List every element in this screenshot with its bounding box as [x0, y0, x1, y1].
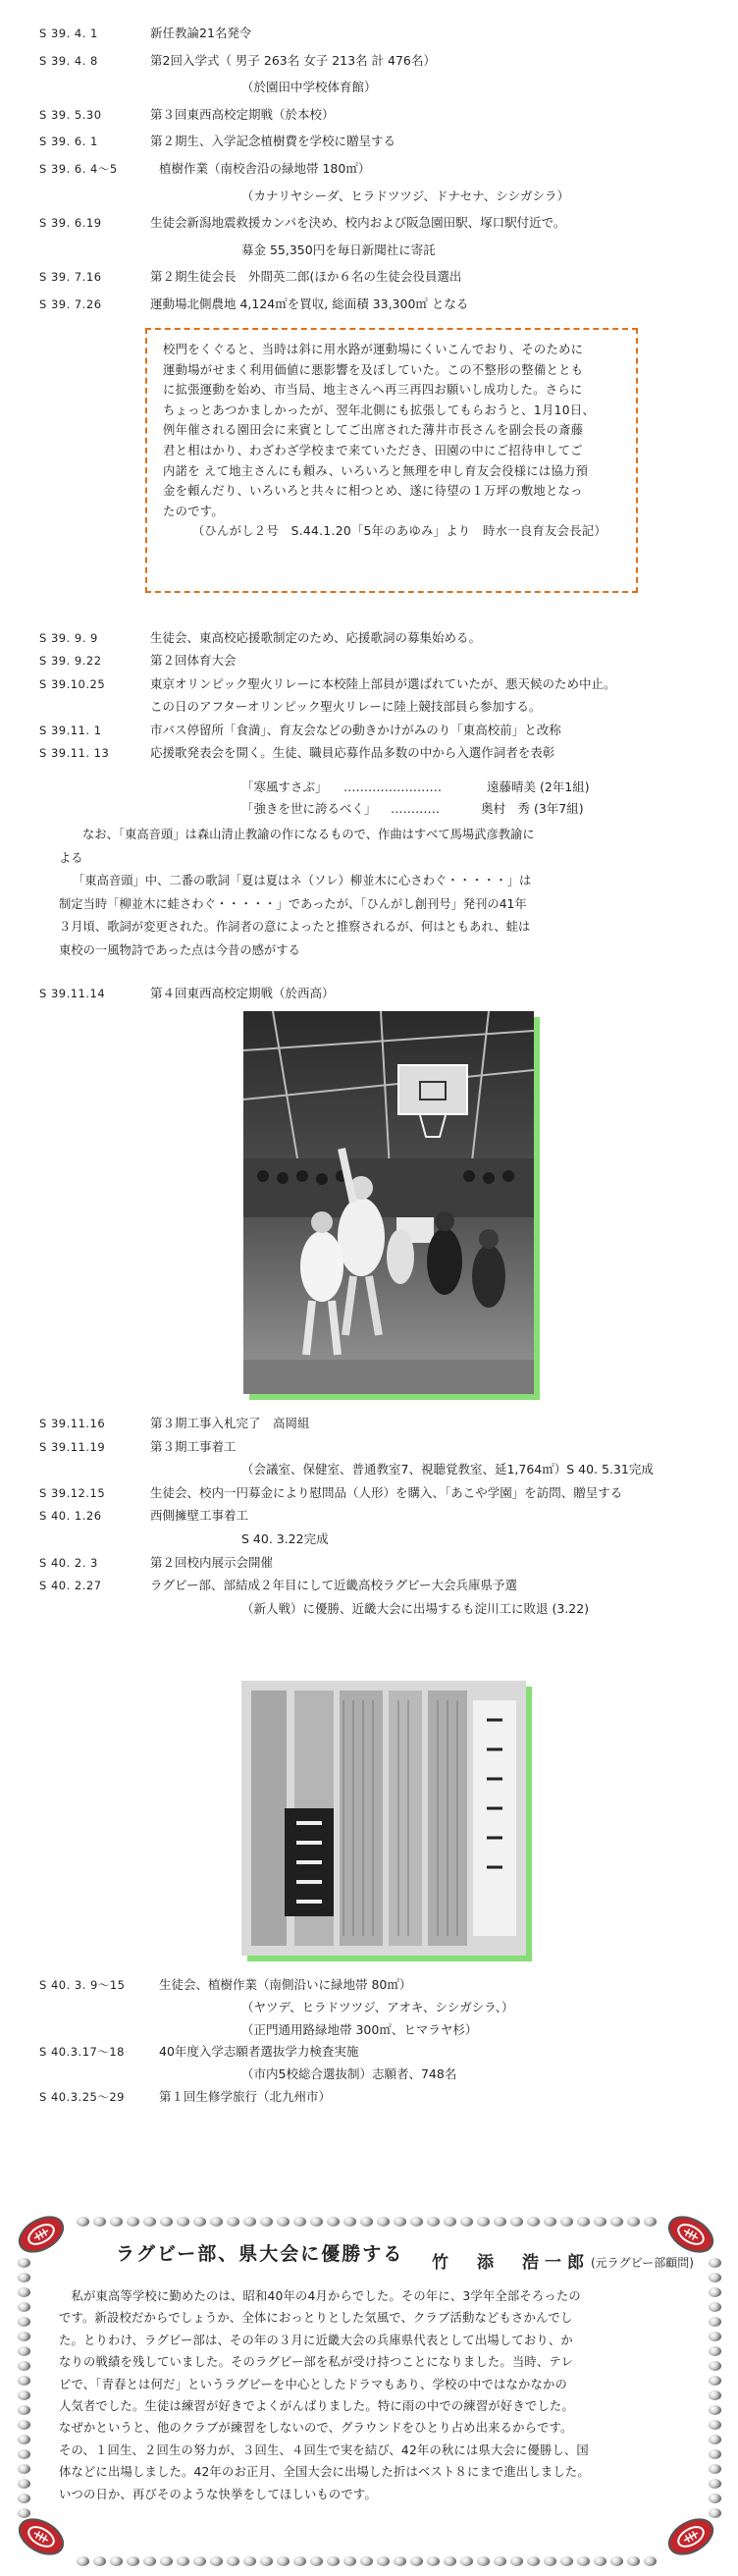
timeline-row	[39, 628, 726, 648]
bead-icon	[18, 2464, 30, 2474]
timeline-text: 第１回生修学旅行（北九州市）	[159, 2089, 332, 2104]
timeline-date: S 39. 6. 4〜5	[39, 162, 118, 176]
timeline-text: ラグビー部、部結成２年目にして近畿高校ラグビー大会兵庫県予選	[150, 1578, 518, 1593]
bead-icon	[560, 2556, 573, 2566]
bead-icon	[410, 2556, 423, 2566]
bead-icon	[494, 2556, 506, 2566]
bead-icon	[327, 2556, 340, 2566]
timeline-row	[39, 24, 726, 43]
bead-icon	[160, 2556, 173, 2566]
bead-icon	[260, 2217, 273, 2227]
bead-icon	[18, 2420, 30, 2430]
bead-icon	[577, 2217, 590, 2227]
timeline-row	[39, 1414, 726, 1433]
timeline-date: S 39.12.15	[39, 1485, 106, 1500]
bead-icon	[160, 2217, 173, 2227]
timeline-row	[39, 1437, 726, 1457]
bead-icon	[110, 2556, 123, 2566]
bead-icon	[709, 2317, 721, 2327]
bead-icon	[77, 2217, 89, 2227]
timeline-row	[39, 105, 726, 125]
timeline-text: 運動場北側農地 4,124㎡を買収, 総面積 33,300㎡ となる	[150, 296, 469, 311]
bead-icon	[143, 2556, 156, 2566]
bead-icon	[709, 2332, 721, 2341]
bead-icon	[77, 2556, 89, 2566]
bead-icon	[627, 2556, 640, 2566]
timeline-row	[39, 132, 726, 151]
timeline-row	[39, 1553, 726, 1573]
bead-icon	[627, 2217, 640, 2227]
song-dots: ……………………	[343, 779, 442, 794]
bead-icon	[293, 2556, 306, 2566]
timeline-date: S 40.3.17〜18	[39, 2045, 125, 2060]
timeline-date: S 40. 3. 9〜15	[39, 1978, 126, 1992]
bead-icon	[93, 2556, 106, 2566]
rugby-ball-icon	[663, 2213, 718, 2256]
bead-icon	[243, 2217, 256, 2227]
article-line: いつの日か、再びそのような快挙をしてほしいものです。	[59, 2487, 377, 2501]
bead-icon	[193, 2556, 206, 2566]
timeline-text: 第２回校内展示会開催	[150, 1554, 274, 1570]
bead-icon	[544, 2556, 556, 2566]
timeline-text: 生徒会、植樹作業（南側沿いに緑地帯 80㎡）	[159, 1977, 412, 1992]
song-title: 「強きを世に誇るべく」	[241, 801, 377, 816]
bead-icon	[210, 2217, 223, 2227]
timeline-text: 東京オリンピック聖火リレーに本校陸上部員が選ばれていたが、悪天候のため中止。	[150, 675, 616, 691]
bead-icon	[709, 2420, 721, 2430]
bead-icon	[527, 2217, 540, 2227]
bead-icon	[18, 2376, 30, 2386]
timeline-date: S 39. 4. 1	[39, 27, 98, 40]
bead-icon	[343, 2556, 356, 2566]
timeline-row	[39, 51, 726, 71]
timeline-row	[39, 2087, 726, 2107]
bead-icon	[644, 2217, 657, 2227]
song-note-line: 東校の一風物詩であった点は今昔の感がする	[59, 942, 300, 957]
timeline-date: S 39. 4. 8	[39, 53, 98, 68]
bead-icon	[293, 2217, 306, 2227]
timeline-date: S 40.3.25〜29	[39, 2090, 125, 2104]
timeline-text: 第３回東西高校定期戦（於本校）	[150, 106, 335, 122]
bead-icon	[93, 2217, 106, 2227]
bead-icon	[709, 2287, 721, 2297]
timeline-row	[39, 1975, 726, 1995]
basketball-game-photo	[243, 1011, 534, 1394]
reminiscence-line: 君と相はかり、わざわざ学校まで来ていただき、田園の中にご招待申してご	[163, 443, 583, 457]
timeline-row	[39, 2042, 726, 2062]
timeline-row	[39, 295, 726, 314]
timeline-row	[39, 674, 726, 694]
reminiscence-text	[163, 340, 620, 521]
bead-icon	[143, 2217, 156, 2227]
bead-icon	[377, 2556, 390, 2566]
article-line: なりの戦績を残していました。そのラグビー部を私が受け持つことになりました。当時、テレ	[59, 2355, 574, 2370]
timeline-continuation: （於園田中学校体育館）	[241, 80, 377, 95]
timeline-row	[39, 651, 726, 671]
bead-icon	[18, 2273, 30, 2282]
timeline-text: 40年度入学志願者選抜学力検査実施	[159, 2044, 359, 2060]
timeline-text: 植樹作業（南校舎沿の緑地帯 180㎡）	[159, 161, 371, 176]
bead-icon	[427, 2556, 440, 2566]
bead-icon	[343, 2217, 356, 2227]
timeline-date: S 39. 7.16	[39, 270, 102, 285]
bead-icon	[127, 2217, 139, 2227]
timeline-row	[39, 213, 726, 233]
bead-icon	[18, 2258, 30, 2268]
timeline-date: S 39. 7.26	[39, 297, 102, 311]
timeline-text: 生徒会、東高校応援歌制定のため、応援歌詞の募集始める。	[150, 630, 482, 645]
bead-icon	[410, 2217, 423, 2227]
article-line: です。新設校だからでしょうか、全体におっとりとした気風で、クラブ活動などもさかんでし	[59, 2311, 573, 2326]
bead-icon	[544, 2217, 556, 2227]
reminiscence-box	[145, 328, 638, 593]
bead-icon	[709, 2494, 721, 2503]
bead-icon	[127, 2556, 139, 2566]
timeline-continuation: （新人戦）に優勝、近畿大会に出場するも淀川工に敗退 (3.22)	[241, 1600, 590, 1616]
article-line: その、１回生、２回生の努力が、３回生、４回生で実を結び、42年の秋には県大会に優勝し、国	[59, 2442, 589, 2457]
timeline-continuation: （会議室、保健室、普通教室7、視聴覚教室、延1,764㎡）S 40. 5.31完成	[241, 1462, 654, 1477]
timeline-row	[39, 1576, 726, 1595]
bead-icon	[709, 2302, 721, 2312]
timeline-row	[39, 984, 726, 1003]
timeline-date: S 39.11. 13	[39, 746, 110, 760]
timeline-text: 第２回体育大会	[150, 653, 237, 669]
timeline-row	[39, 159, 726, 179]
timeline-date: S 40. 2.27	[39, 1579, 102, 1593]
bead-icon	[18, 2405, 30, 2415]
bead-icon	[18, 2449, 30, 2459]
bead-icon	[227, 2217, 239, 2227]
bead-icon	[477, 2217, 490, 2227]
timeline-text: 西側擁壁工事着工	[150, 1508, 249, 1524]
reminiscence-line: たのです。	[163, 504, 225, 518]
timeline-row	[39, 721, 726, 740]
timeline-text: 生徒会新潟地震救援カンパを決め、校内および阪急園田駅、塚口駅付近で。	[150, 215, 566, 231]
bead-icon	[709, 2405, 721, 2415]
timeline-text: 第３期工事着工	[150, 1438, 237, 1454]
reminiscence-line: 運動場がせまく利用価値に悪影響を及ぼしていた。この不整形の整備ととも	[163, 362, 584, 377]
bead-icon	[510, 2556, 523, 2566]
bead-icon	[18, 2317, 30, 2327]
timeline-date: S 39.11.16	[39, 1417, 106, 1430]
bead-icon	[460, 2217, 473, 2227]
timeline-date: S 39. 9.22	[39, 654, 102, 669]
timeline-continuation: （正門通用路緑地帯 300㎡、ヒマラヤ杉）	[241, 2021, 478, 2037]
bead-icon	[310, 2217, 323, 2227]
timeline-row	[39, 267, 726, 287]
bead-icon	[227, 2556, 239, 2566]
timeline-text: 新任教論21名発令	[150, 26, 252, 40]
song-note-line: よる	[59, 850, 83, 865]
reminiscence-line: 校門をくぐると、当時は斜に用水路が運動場にくいこんでおり、そのために	[163, 343, 584, 356]
bead-icon	[527, 2556, 540, 2566]
timeline-text: 第４回東西高校定期戦（於西高）	[150, 986, 335, 1000]
bead-icon	[644, 2556, 657, 2566]
newspaper-icon	[241, 1681, 526, 1956]
article-line: 体などに出場しました。42年のお正月、全国大会に出場した折はベスト８にまで進出しました。	[59, 2465, 590, 2480]
article-line: なぜかというと、他のクラブが練習をしないので、グラウンドをひとり占め出来るからです。	[59, 2421, 573, 2436]
bead-icon	[18, 2435, 30, 2444]
newspaper-clipping-photo	[241, 1681, 526, 1956]
bead-icon	[594, 2556, 606, 2566]
timeline-text: 第2回入学式（ 男子 263名 女子 213名 計 476名）	[150, 52, 436, 68]
bead-icon	[18, 2332, 30, 2341]
rugby-ball-icon	[14, 2515, 69, 2558]
article-line: 人気者でした。生徒は練習が好きでよくがんばりました。特に雨の中での練習が好きでした。	[59, 2399, 574, 2413]
bead-icon	[709, 2390, 721, 2400]
timeline-date: S 39.11. 1	[39, 723, 102, 737]
basketball-scene-icon	[243, 1011, 534, 1394]
bead-icon	[610, 2217, 623, 2227]
bead-icon	[243, 2556, 256, 2566]
bead-icon	[360, 2217, 373, 2227]
bead-icon	[310, 2556, 323, 2566]
timeline-text: 第３期工事入札完了 高岡組	[150, 1416, 310, 1430]
bead-icon	[177, 2556, 189, 2566]
article-title: ラグビー部、県大会に優勝する	[116, 2243, 404, 2265]
bead-icon	[494, 2217, 506, 2227]
bead-icon	[394, 2217, 406, 2227]
timeline-row	[39, 1506, 726, 1526]
bead-icon	[477, 2556, 490, 2566]
bead-icon	[18, 2302, 30, 2312]
reminiscence-line: 内諾を えて地主さんにも頼み、いろいろと無理を申し育友会役様には協力預	[163, 463, 589, 478]
bead-icon	[709, 2258, 721, 2268]
song-note-line: なお、「東高音頭」は森山清止教諭の作になるもので、作曲はすべて馬場武彦教諭に	[82, 828, 535, 841]
bead-icon	[394, 2556, 406, 2566]
bead-icon	[444, 2556, 456, 2566]
timeline-continuation: （カナリヤシーダ、ヒラドツツジ、ドナセナ、シシガシラ）	[241, 188, 569, 203]
timeline-continuation: 募金 55,350円を毎日新聞社に寄託	[241, 242, 436, 257]
bead-icon	[18, 2479, 30, 2489]
timeline-date: S 40. 2. 3	[39, 1555, 98, 1570]
bead-icon	[709, 2376, 721, 2386]
timeline-date: S 39. 6.19	[39, 216, 102, 231]
reminiscence-line: ちょっとあつかましかったが、翌年北側にも拡張してもらおうと、1月10日、	[163, 402, 596, 417]
bead-icon	[560, 2217, 573, 2227]
article-line: た。とりわけ、ラグビー部は、その年の３月に近畿大会の兵庫県代表として出場しており、か	[59, 2333, 573, 2347]
bead-icon	[327, 2217, 340, 2227]
song-dots: …………	[391, 801, 440, 816]
bead-icon	[18, 2494, 30, 2503]
bead-icon	[460, 2556, 473, 2566]
article-author-role: (元ラグビー部顧問)	[591, 2256, 694, 2270]
song-note-line: ３月頃、歌詞が変更された。作詞者の意によったと推察されるが、何はともあれ、蛙は	[59, 920, 531, 934]
bead-icon	[594, 2217, 606, 2227]
bead-icon	[18, 2390, 30, 2400]
reminiscence-line: 金を頼んだり、いろいろと共々に相つとめ、遂に待望の１万坪の敷地となっ	[163, 484, 583, 499]
bead-icon	[210, 2556, 223, 2566]
bead-icon	[427, 2217, 440, 2227]
bead-icon	[177, 2217, 189, 2227]
timeline-continuation: この日のアフターオリンピック聖火リレーに陸上競技部員ら参加する。	[150, 699, 542, 715]
timeline-date: S 40. 1.26	[39, 1509, 102, 1524]
timeline-text: 応援歌発表会を開く。生徒、職員応募作品多数の中から入選作詞者を表彰	[150, 745, 555, 760]
bead-icon	[18, 2346, 30, 2356]
timeline-row	[39, 1483, 726, 1503]
bead-icon	[444, 2217, 456, 2227]
timeline-text: 第２期生、入学記念植樹費を学校に贈呈する	[150, 134, 396, 149]
timeline-date: S 39.11.19	[39, 1439, 106, 1454]
bead-icon	[510, 2217, 523, 2227]
timeline-row	[39, 743, 726, 763]
bead-icon	[709, 2346, 721, 2356]
song-author: 遠藤晴美 (2年1組)	[487, 779, 590, 794]
song-author: 奥村 秀 (3年7組)	[481, 801, 584, 816]
timeline-date: S 39.10.25	[39, 676, 106, 691]
song-title: 「寒風すさぶ」	[241, 779, 328, 794]
song-note-line: 「東高音頭」中、二番の歌詞「夏は夏はネ（ソレ）柳並木に心さわぐ・・・・・」は	[73, 874, 532, 887]
rugby-ball-icon	[663, 2515, 718, 2558]
bead-icon	[193, 2217, 206, 2227]
timeline-continuation: （市内5校総合選抜制）志願者、748名	[241, 2066, 457, 2082]
timeline-date: S 39. 6. 1	[39, 134, 98, 149]
timeline-continuation: （ヤツデ、ヒラドツツジ、アオキ、シシガシラ、）	[241, 1999, 514, 2014]
rugby-ball-icon	[14, 2213, 69, 2256]
bead-icon	[709, 2435, 721, 2444]
bead-icon	[110, 2217, 123, 2227]
timeline-date: S 39.11.14	[39, 987, 106, 1000]
bead-icon	[277, 2556, 290, 2566]
reminiscence-line: に拡張運動を始め、市当局、地主さんへ再三再四お願いし成功した。さらに	[163, 383, 583, 398]
bead-icon	[577, 2556, 590, 2566]
timeline-text: 市バス停留所「食満」、育友会などの動きかけがみのり「東高校前」と改称	[150, 722, 561, 737]
bead-icon	[18, 2361, 30, 2371]
bead-icon	[260, 2556, 273, 2566]
reminiscence-line: 例年催される園田会に来賓としてご出席された薄井市長さんを副会長の斎藤	[163, 423, 584, 438]
reminiscence-source: （ひんがし２号 S.44.1.20「5年のあゆみ」より 時水一良育友会長記）	[191, 524, 606, 539]
bead-icon	[610, 2556, 623, 2566]
timeline-continuation: S 40. 3.22完成	[241, 1531, 329, 1546]
timeline-date: S 39. 9. 9	[39, 631, 98, 645]
bead-icon	[709, 2449, 721, 2459]
bead-icon	[377, 2217, 390, 2227]
bead-icon	[709, 2479, 721, 2489]
bead-icon	[18, 2287, 30, 2297]
bead-icon	[709, 2361, 721, 2371]
bead-icon	[709, 2273, 721, 2282]
bead-icon	[360, 2556, 373, 2566]
timeline-text: 生徒会、校内一円募金により慰問品（人形）を購入、「あこや学園」を訪問、贈呈する	[150, 1484, 623, 1500]
bead-icon	[277, 2217, 290, 2227]
bead-icon	[709, 2464, 721, 2474]
article-author: 竹 添 浩一郎	[432, 2253, 590, 2273]
timeline-text: 第２期生徒会長 外間英二郎(ほか６名の生徒会役員選出	[150, 269, 462, 285]
timeline-date: S 39. 5.30	[39, 107, 102, 122]
song-note-line: 制定当時「柳並木に蛙さわぐ・・・・・」であったが、「ひんがし創刊号」発刊の41年	[59, 896, 527, 911]
article-line: ビで、「青春とは何だ」というラグビーを中心としたドラマもあり、学校の中ではなかなかの	[59, 2377, 567, 2391]
article-line: 私が東高等学校に勤めたのは、昭和40年の4月からでした。その年に、3学年全部そろったの	[59, 2289, 581, 2303]
